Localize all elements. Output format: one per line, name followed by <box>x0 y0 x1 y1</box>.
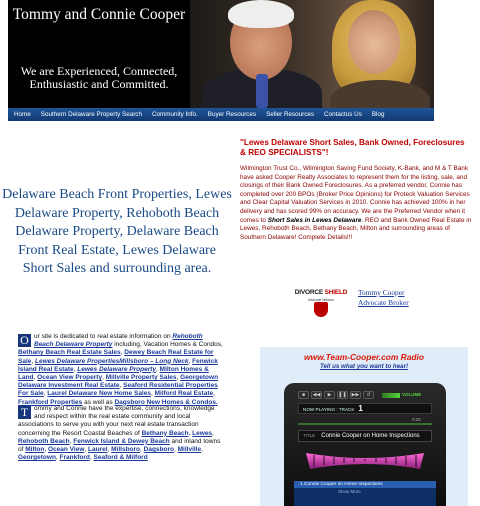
site-title: Tommy and Connie Cooper <box>12 6 186 23</box>
playlist-item[interactable]: 1 Connie Cooper on Home Inspections <box>294 481 436 488</box>
radio-widget <box>260 347 468 506</box>
link-seaford-milford[interactable]: Seaford & Milford <box>93 454 148 462</box>
promo-body <box>240 165 474 242</box>
link-lewes-property[interactable]: Lewes Delaware Property <box>77 365 157 373</box>
header-banner <box>8 0 434 108</box>
photo-man-hair <box>228 0 294 28</box>
text: , <box>31 357 35 365</box>
title-label: TITLE <box>303 433 316 438</box>
nav-blog[interactable]: Blog <box>371 111 385 118</box>
link-dagsboro[interactable]: Dagsboro New Homes & Condos. <box>114 398 218 406</box>
radio-title: www.Team-Cooper.com Radio <box>304 352 424 362</box>
link-frankford[interactable]: Frankford Properties <box>18 398 83 406</box>
text: , <box>44 446 48 454</box>
text: , <box>33 374 38 382</box>
link-milton-homes[interactable]: Milton Homes & Land <box>18 365 209 382</box>
header-text <box>8 0 190 108</box>
link-rehoboth-beach[interactable]: Rehoboth Beach <box>18 437 70 445</box>
nav-contact-us[interactable]: Contactus Us <box>324 111 362 118</box>
link-millville[interactable]: Millville Property Sales <box>105 374 177 382</box>
link-lewes-properties[interactable]: Lewes Delaware PropertiesMillsboro – Long Neck <box>35 357 189 365</box>
link-millsboro[interactable]: Millsboro <box>111 446 141 454</box>
link-rehoboth-property[interactable]: Rehoboth Beach Delaware Property <box>34 333 203 349</box>
promo-title: "Lewes Delaware Short Sales, Bank Owned, Foreclosures & REO SPECIALISTS"! <box>240 138 465 157</box>
dropcap-t: T <box>18 406 31 419</box>
playlist-show-more[interactable]: Show More <box>338 489 361 494</box>
site-tagline: We are Experienced, Connected, Enthusiastic and Committed. <box>20 64 178 91</box>
link-bethany-sales[interactable]: Bethany Beach Real Estate Sales <box>18 349 121 357</box>
text: , <box>120 349 125 357</box>
nav-seller-resources[interactable]: Seller Resources <box>266 111 315 118</box>
nav-community-info[interactable]: Community Info. <box>151 111 198 118</box>
promo-body-text-end: . REO and Bank Owned Real Estate in Lewes, Rehoboth Beach, Bethany Beach, Milton and surrounding areas of Southern Delaware! Complete Details!!! <box>240 216 472 241</box>
link-milton[interactable]: Milton <box>25 446 45 454</box>
header-photo <box>190 0 434 108</box>
link-frankford-2[interactable]: Frankford <box>59 454 90 462</box>
page-headline: Delaware Beach Front Properties, Lewes Delaware Property, Rehoboth Beach Delaware Property, Delaware Beach Front Real Estate, Lewes Delaware Short Sales and surrounding area. <box>2 187 232 277</box>
text: , <box>102 374 106 382</box>
intro-paragraph <box>18 333 224 407</box>
link-seaford[interactable]: Seaford Residential Properties For Sale <box>18 382 218 398</box>
text: , <box>89 454 94 462</box>
link-ocean-view[interactable]: Ocean View Property <box>37 374 103 382</box>
track-time: 0:25 <box>412 417 421 422</box>
text: , <box>73 365 78 373</box>
divorce-shield-subtitle: Advocate Network <box>308 298 334 302</box>
divorce-shield-wordmark <box>292 289 350 296</box>
link-dewey-sale[interactable]: Dewey Beach Real Estate for Sale <box>18 349 214 365</box>
logo-word-divorce: DIVORCE <box>294 289 323 296</box>
now-playing <box>298 403 432 414</box>
playlist <box>294 481 436 506</box>
track-title-box <box>298 430 432 442</box>
divorce-shield-logo[interactable] <box>292 287 350 317</box>
nav-buyer-resources[interactable]: Buyer Resources <box>207 111 257 118</box>
divorce-links <box>358 288 409 308</box>
equalizer-graphic <box>304 449 426 471</box>
text: , <box>212 429 214 437</box>
link-laurel[interactable]: Laurel Delaware New Home Sales <box>47 390 151 398</box>
photo-woman-face <box>348 10 400 74</box>
text: and inland towns of <box>18 437 221 454</box>
text: including, Vacation Homes & Condos, <box>112 341 223 349</box>
text: , <box>201 446 203 454</box>
now-playing-label: NOW PLAYING : TRACK <box>303 407 355 412</box>
photo-man-tie <box>256 74 268 108</box>
dropcap-o: O <box>18 334 31 347</box>
seek-bar[interactable] <box>298 423 432 425</box>
link-fenwick-dewey[interactable]: Fenwick Island & Dewey Beach <box>73 437 170 445</box>
link-ocean-view-2[interactable]: Ocean View <box>48 446 85 454</box>
text: , <box>107 446 112 454</box>
pause-icon[interactable]: ❚❚ <box>338 392 347 398</box>
player-controls <box>298 391 374 399</box>
shield-icon <box>314 302 328 317</box>
equalizer-svg <box>304 449 426 471</box>
advocate-broker-link[interactable]: Advocate Broker <box>358 298 409 307</box>
link-georgetown-2[interactable]: Georgetown <box>18 454 56 462</box>
link-georgetown[interactable]: Georgetown Delaware Investment Real Estate <box>18 374 219 390</box>
track-number: 1 <box>358 404 363 413</box>
text: , <box>176 374 181 382</box>
link-millville-2[interactable]: Millville <box>177 446 202 454</box>
text: , <box>43 390 48 398</box>
repeat-icon[interactable]: ↺ <box>363 391 374 399</box>
text: , <box>55 454 60 462</box>
text: , <box>119 382 124 390</box>
text: , <box>69 437 74 445</box>
link-laurel-2[interactable]: Laurel <box>88 446 108 454</box>
nav-home[interactable]: Home <box>14 111 31 118</box>
logo-word-shield: SHIELD <box>324 289 348 296</box>
play-icon[interactable]: ▶ <box>324 391 335 399</box>
next-icon[interactable]: ▶▶ <box>351 392 360 398</box>
text: , <box>140 446 144 454</box>
link-dagsboro-2[interactable]: Dagsboro <box>143 446 174 454</box>
expertise-paragraph <box>18 405 224 462</box>
text: , <box>188 429 193 437</box>
main-nav <box>8 108 434 121</box>
text: as well as <box>82 398 115 406</box>
promo-body-emphasis: Short Sales in Lewes Delaware <box>267 216 362 224</box>
nav-property-search[interactable]: Southern Delaware Property Search <box>40 111 142 118</box>
text: , <box>213 390 215 398</box>
text: ur site is dedicated to real estate information on <box>34 333 173 340</box>
promo-body-text: Wilmington Trust Co., Wilmington Saving Fund Society, K-Bank, and M & T Bank have asked Cooper Realty Associates to represent them for the listing, sale, and closings of their Bank Owned Foreclosures. As a preferred vendor, Connie has completed over 200 BPOs (Broker Price Opinions) for Proteck Valuation Services and Clear Capital Valuation Services in 2010. Connie has achieved 100% in her delivery and has scored 99% on accuracy. We are the Preferred Vendor when it comes to <box>240 165 470 224</box>
text: , <box>174 446 178 454</box>
text: , <box>84 446 88 454</box>
link-fenwick-real-estate[interactable]: Fenwick Island Real Estate <box>18 357 218 373</box>
link-bethany-beach[interactable]: Bethany Beach <box>141 429 189 437</box>
radio-request-link[interactable]: Tell us what you want to hear! <box>319 363 409 370</box>
audio-player <box>284 383 446 506</box>
link-lewes[interactable]: Lewes <box>192 429 213 437</box>
volume-slider[interactable] <box>382 393 400 398</box>
track-title: Connie Cooper on Home Inspections <box>321 433 420 439</box>
previous-icon[interactable]: ◀◀ <box>312 392 321 398</box>
stop-icon[interactable]: ■ <box>298 391 309 399</box>
volume-label: VOLUME <box>402 392 422 397</box>
tommy-cooper-link[interactable]: Tommy Cooper <box>358 288 405 297</box>
text: , <box>156 365 160 373</box>
text: ommy and Connie have the expertise, connections, knowledge and respect within the real estate community and local associations to serve you with your next real estate transaction concerning the Resort Coastal Beaches of <box>18 405 215 437</box>
text: , <box>188 357 193 365</box>
text: , <box>150 390 155 398</box>
link-milford[interactable]: Milford Real Estate <box>154 390 214 398</box>
